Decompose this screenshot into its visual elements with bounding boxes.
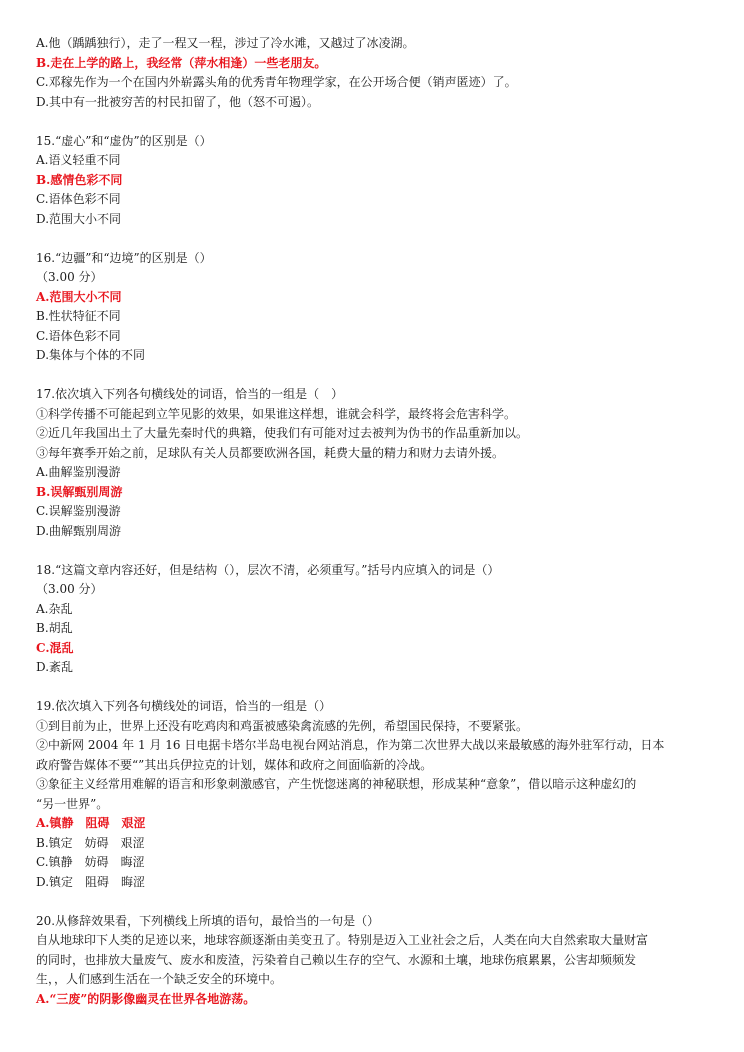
option-a-correct[interactable]: A.范围大小不同	[36, 289, 122, 304]
option-c[interactable]: C.镇静 妨碍 晦涩	[36, 855, 145, 869]
question-title: 17.依次填入下列各句横线处的词语，恰当的一组是（ ）	[36, 387, 344, 401]
spacer	[36, 366, 716, 386]
option-a[interactable]: A.杂乱	[36, 601, 73, 616]
option-d[interactable]: D.镇定 阻碍 晦涩	[36, 874, 146, 889]
option-d[interactable]: D.紊乱	[36, 660, 74, 674]
question-score: （3.00 分）	[36, 582, 103, 596]
question-title: 20.从修辞效果看，下列横线上所填的语句，最恰当的一句是（）	[36, 913, 380, 928]
question-14-options	[36, 34, 716, 112]
question-17	[36, 385, 716, 541]
option-d[interactable]: D.曲解甄别周游	[36, 523, 122, 538]
document-page	[36, 34, 716, 1009]
question-19	[36, 697, 716, 892]
question-title: 16.“边疆”和“边境”的区别是（）	[36, 250, 212, 265]
sentence-3: ③每年赛季开始之前，足球队有关人员都要欧洲各国，耗费大量的精力和财力去请外援。	[36, 445, 505, 460]
option-a-correct[interactable]: A.“三废”的阴影像幽灵在世界各地游荡。	[36, 991, 256, 1006]
question-15	[36, 132, 716, 230]
question-title: 18.“这篇文章内容还好，但是结构（），层次不清，必须重写。”括号内应填入的词是（）	[36, 562, 500, 577]
option-a[interactable]: A.他（踽踽独行），走了一程又一程，涉过了冷水滩，又越过了冰凌湖。	[36, 36, 415, 50]
option-b[interactable]: B.镇定 妨碍 艰涩	[36, 835, 145, 850]
option-d[interactable]: D.集体与个体的不同	[36, 348, 146, 362]
question-title: 15.“虚心”和“虚伪”的区别是（）	[36, 133, 212, 148]
option-c[interactable]: C.语体色彩不同	[36, 192, 121, 206]
spacer	[36, 229, 716, 249]
question-score: （3.00 分）	[36, 270, 103, 284]
option-a[interactable]: A.语义轻重不同	[36, 153, 121, 167]
option-d[interactable]: D.范围大小不同	[36, 211, 122, 226]
spacer	[36, 112, 716, 132]
option-b-correct[interactable]: B.走在上学的路上，我经常（萍水相逢）一些老朋友。	[36, 55, 327, 70]
passage-line-1: 自从地球印下人类的足迹以来，地球容颜逐渐由美变丑了。特别是迈入工业社会之后，人类在向大自然索取大量财富	[36, 933, 649, 947]
option-a[interactable]: A.曲解鉴别漫游	[36, 465, 121, 479]
option-a-correct[interactable]: A.镇静 阻碍 艰涩	[36, 816, 146, 830]
question-title: 19.依次填入下列各句横线处的词语，恰当的一组是（）	[36, 699, 332, 713]
question-16	[36, 249, 716, 366]
sentence-3-line-2: “另一世界”。	[36, 796, 109, 811]
sentence-2-line-2: 政府警告媒体不要“”其出兵伊拉克的计划，媒体和政府之间面临新的冷战。	[36, 757, 433, 772]
spacer	[36, 678, 716, 698]
sentence-2-line-1: ②中新网 2004 年 1 月 16 日电据卡塔尔半岛电视台网站消息，作为第二次世界大战以来最敏感的海外驻军行动，日本	[36, 738, 665, 752]
sentence-3-line-1: ③象征主义经常用难解的语言和形象刺激感官，产生恍惚迷离的神秘联想，形成某种“意象”，借以暗示这种虚幻的	[36, 777, 637, 791]
sentence-1: ①科学传播不可能起到立竿见影的效果，如果谁这样想，谁就会科学，最终将会危害科学。	[36, 406, 517, 421]
option-c[interactable]: C.语体色彩不同	[36, 328, 121, 343]
option-c[interactable]: C.邓稼先作为一个在国内外崭露头角的优秀青年物理学家，在公开场合便（销声匿迹）了。	[36, 75, 517, 89]
sentence-2: ②近几年我国出土了大量先秦时代的典籍，使我们有可能对过去被判为伪书的作品重新加以。	[36, 426, 529, 440]
question-18	[36, 561, 716, 678]
option-b[interactable]: B.性状特征不同	[36, 309, 121, 323]
option-c[interactable]: C.误解鉴别漫游	[36, 504, 121, 518]
passage-line-2: 的同时，也排放大量废气、废水和废渣，污染着自己赖以生存的空气、水源和土壤，地球伤痕累累，公害却频频发	[36, 952, 637, 967]
question-20	[36, 912, 716, 1010]
option-b-correct[interactable]: B.误解甄别周游	[36, 484, 123, 499]
option-b-correct[interactable]: B.感情色彩不同	[36, 172, 123, 187]
spacer	[36, 892, 716, 912]
option-b[interactable]: B.胡乱	[36, 621, 73, 635]
passage-line-3: 生，，人们感到生活在一个缺乏安全的环境中。	[36, 972, 283, 986]
sentence-1: ①到目前为止，世界上还没有吃鸡肉和鸡蛋被感染禽流感的先例，希望国民保持，不要紧张。	[36, 718, 529, 733]
option-c-correct[interactable]: C.混乱	[36, 640, 74, 655]
option-d[interactable]: D.其中有一批被穷苦的村民扣留了，他（怒不可遏）。	[36, 94, 320, 109]
spacer	[36, 541, 716, 561]
